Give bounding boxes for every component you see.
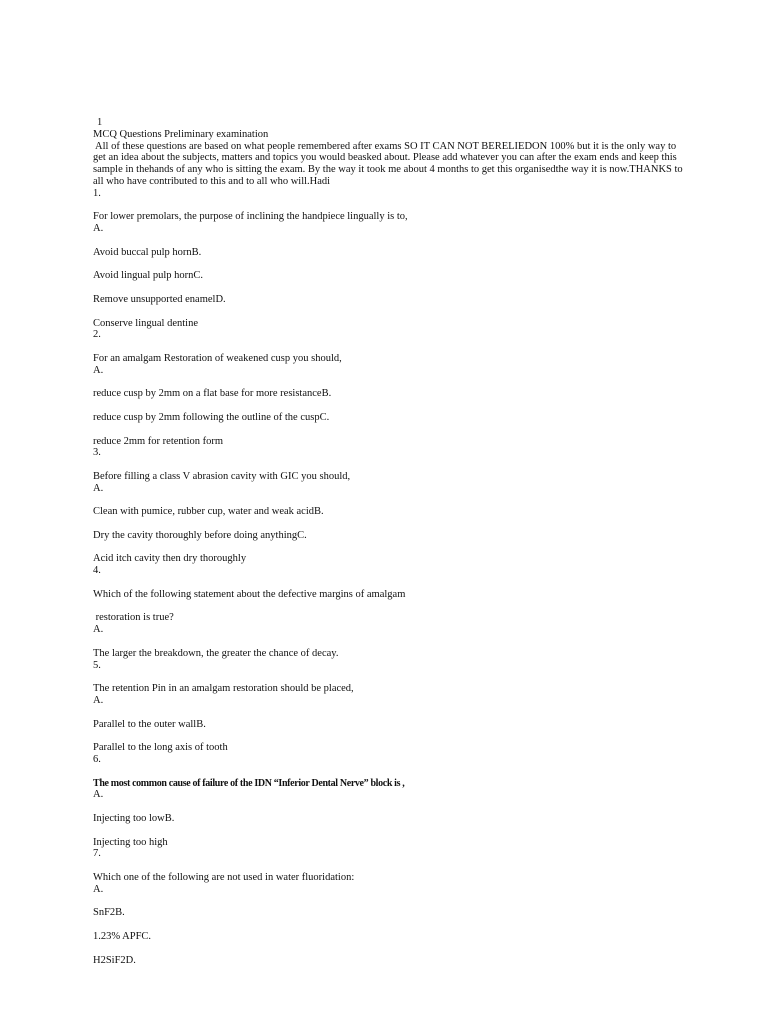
option-label: A. <box>93 624 104 636</box>
document-title: MCQ Questions Preliminary examination <box>93 128 269 140</box>
answer-option: 1.23% APFC. <box>93 930 152 942</box>
question-number: 3. <box>93 447 101 459</box>
intro-paragraph <box>93 141 683 188</box>
question-text: Before filling a class V abrasion cavity with GIC you should, <box>93 470 351 482</box>
answer-option: Dry the cavity thoroughly before doing anythingC. <box>93 529 307 541</box>
question-text: For lower premolars, the purpose of inclining the handpiece lingually is to, <box>93 211 408 223</box>
question-number: 4. <box>93 565 101 577</box>
question-number: 6. <box>93 754 101 766</box>
intro-line: All of these questions are based on what people remembered after exams SO IT CAN NOT BERELIEDON 100% but it is the only way to <box>93 140 677 152</box>
question-text: Which of the following statement about the defective margins of amalgam <box>93 588 406 600</box>
answer-option: The larger the breakdown, the greater the chance of decay. <box>93 647 339 659</box>
page-number: 1 <box>97 117 103 128</box>
question-number: 1. <box>93 187 101 199</box>
question-number: 2. <box>93 329 101 341</box>
question-text: restoration is true? <box>93 612 174 624</box>
answer-option: reduce cusp by 2mm on a flat base for more resistanceB. <box>93 388 332 400</box>
option-label: A. <box>93 695 104 707</box>
answer-option: Parallel to the long axis of tooth <box>93 742 228 754</box>
option-label: A. <box>93 883 104 895</box>
intro-line: all who have contributed to this and to all who will.Hadi <box>93 175 331 187</box>
answer-option: Acid itch cavity then dry thoroughly <box>93 553 247 565</box>
question-number: 5. <box>93 659 101 671</box>
answer-option: reduce cusp by 2mm following the outline of the cuspC. <box>93 411 330 423</box>
option-label: A. <box>93 482 104 494</box>
intro-line: get an idea about the subjects, matters and topics you would beasked about. Please add whatever you can after the exam ends and keep this <box>93 152 677 164</box>
answer-option: Conserve lingual dentine <box>93 317 198 329</box>
answer-option: SnF2B. <box>93 907 125 919</box>
option-label: A. <box>93 789 104 801</box>
answer-option: Injecting too lowB. <box>93 813 175 825</box>
question-number: 7. <box>93 848 101 860</box>
document-page <box>93 117 683 966</box>
answer-option: Injecting too high <box>93 836 168 848</box>
answer-option: Remove unsupported enamelD. <box>93 293 226 305</box>
answer-option: H2SiF2D. <box>93 954 136 966</box>
answer-option: Avoid lingual pulp hornC. <box>93 270 204 282</box>
question-text: The most common cause of failure of the IDN “Inferior Dental Nerve” block is , <box>93 777 405 789</box>
option-label: A. <box>93 223 104 235</box>
answer-option: Avoid buccal pulp hornB. <box>93 246 202 258</box>
question-text: The retention Pin in an amalgam restoration should be placed, <box>93 683 354 695</box>
answer-option: Clean with pumice, rubber cup, water and weak acidB. <box>93 506 324 518</box>
question-text: Which one of the following are not used in water fluoridation: <box>93 872 355 883</box>
question-text: For an amalgam Restoration of weakened cusp you should, <box>93 352 342 364</box>
answer-option: Parallel to the outer wallB. <box>93 718 206 730</box>
answer-option: reduce 2mm for retention form <box>93 435 224 447</box>
intro-line: sample in thehands of any who is sitting the exam. By the way it took me about 4 months to get this organisedthe way it is now.THANKS to <box>93 164 683 176</box>
option-label: A. <box>93 364 104 376</box>
